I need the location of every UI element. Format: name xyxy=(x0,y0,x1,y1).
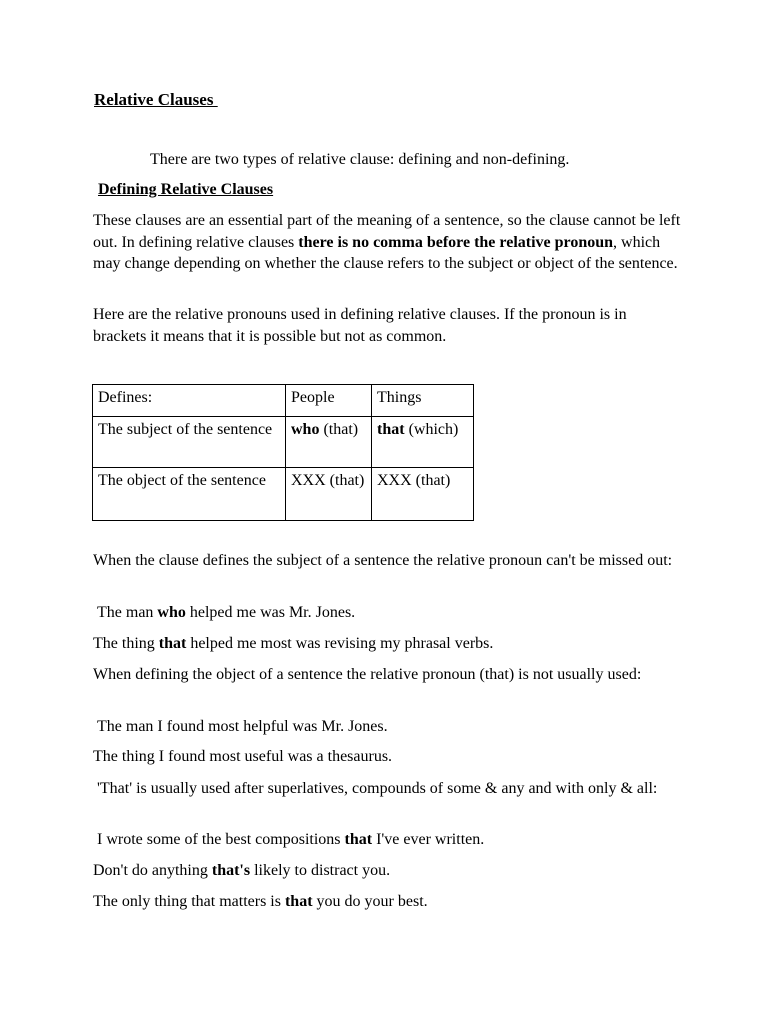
table-header-cell: Defines: xyxy=(93,385,286,417)
paragraph-pronouns: Here are the relative pronouns used in defining relative clauses. If the pronoun is in brackets it means that it is possible but not as common. xyxy=(93,306,627,345)
example-sentence xyxy=(97,829,484,851)
example-text: likely to distract you. xyxy=(250,862,391,879)
paragraph-definition xyxy=(93,210,683,275)
paragraph-text: These clauses are an essential part of the meaning of a sentence, so the clause cannot be left out. In defining relative clauses xyxy=(93,212,681,251)
table-cell xyxy=(286,417,372,468)
emphasis-text: that xyxy=(377,421,405,438)
section-heading: Defining Relative Clauses xyxy=(98,181,274,198)
document-title: Relative Clauses xyxy=(94,90,218,109)
example-sentence xyxy=(97,602,355,624)
emphasis-text: who xyxy=(157,604,186,621)
intro-text: There are two types of relative clause: defining and non-defining. xyxy=(150,151,570,168)
example-text: I've ever written. xyxy=(372,831,485,848)
example-text: Don't do anything xyxy=(93,862,212,879)
example-text: The thing xyxy=(93,635,159,652)
table-row xyxy=(93,468,474,521)
table-cell: The object of the sentence xyxy=(93,468,286,521)
table-cell: XXX (that) xyxy=(286,468,372,521)
example-sentence xyxy=(93,633,493,655)
emphasis-text: that xyxy=(284,893,313,910)
emphasis-text: there is no comma before the relative pronoun xyxy=(298,233,614,251)
example-text: I wrote some of the best compositions xyxy=(97,831,345,848)
emphasis-text: who xyxy=(291,421,320,438)
pronoun-table xyxy=(92,384,474,521)
emphasis-text: that xyxy=(344,831,373,848)
example-sentence xyxy=(93,891,428,913)
paragraph-text: , which may change depending on whether the clause refers to the subject or object of the sentence. xyxy=(93,233,678,272)
text-line: When the clause defines the subject of a sentence the relative pronoun can't be missed out: xyxy=(93,552,673,569)
cell-text: (which) xyxy=(404,421,459,438)
example-text: you do your best. xyxy=(312,893,428,910)
example-sentence: The thing I found most useful was a thesaurus. xyxy=(93,748,393,765)
example-sentence: The man I found most helpful was Mr. Jones. xyxy=(97,718,388,735)
example-text: helped me most was revising my phrasal verbs. xyxy=(186,635,494,652)
text-line: 'That' is usually used after superlatives, compounds of some & any and with only & all: xyxy=(97,780,658,797)
example-text: helped me was Mr. Jones. xyxy=(185,604,356,621)
table-cell: XXX (that) xyxy=(372,468,474,521)
text-line: When defining the object of a sentence the relative pronoun (that) is not usually used: xyxy=(93,666,642,683)
example-text: The only thing that matters is xyxy=(93,893,285,910)
example-text: The man xyxy=(97,604,158,621)
table-cell xyxy=(372,417,474,468)
emphasis-text: that xyxy=(158,635,187,652)
example-sentence xyxy=(93,860,390,882)
table-header-cell: People xyxy=(286,385,372,417)
emphasis-text: that's xyxy=(211,862,251,879)
cell-text: (that) xyxy=(319,421,359,438)
table-cell: The subject of the sentence xyxy=(93,417,286,468)
table-row xyxy=(93,417,474,468)
table-header-row xyxy=(93,385,474,417)
table-header-cell: Things xyxy=(372,385,474,417)
